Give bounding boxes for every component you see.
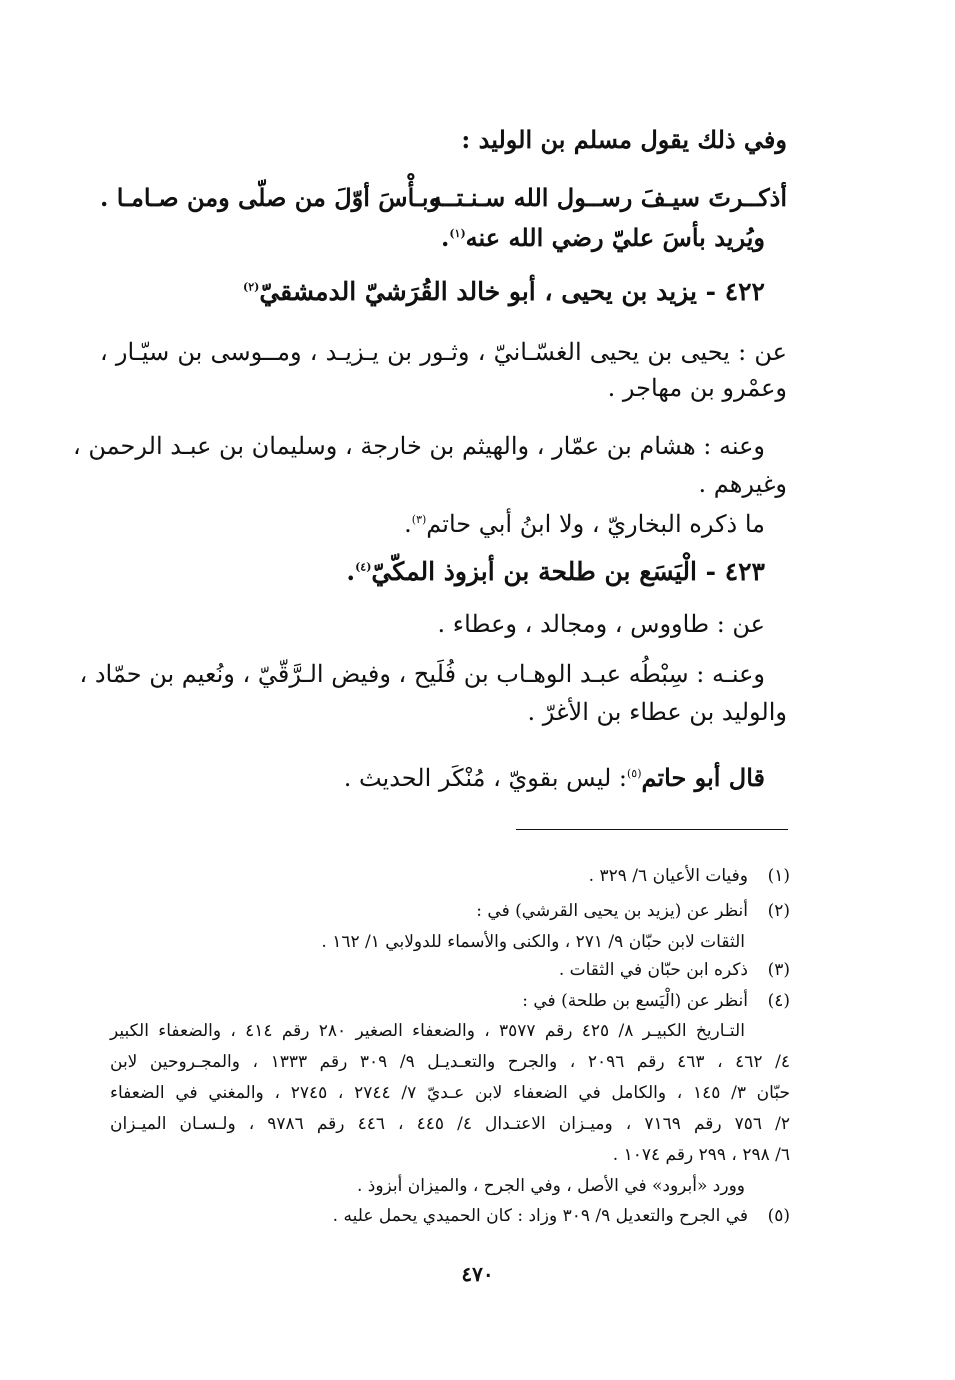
entry-423-from-line-1: عن : طاووس ، ومجالد ، وعطاء .	[437, 610, 765, 638]
footnote-4-line-6: ٦/ ٢٩٨ ، ٢٩٩ رقم ١٠٧٤ .	[612, 1145, 790, 1165]
verse-note-period: .	[440, 223, 450, 252]
footnote-1-text: وفيات الأعيان ٦/ ٣٢٩ .	[588, 866, 748, 886]
verse-second-hemistich: وبـأْسَ أوّلَ من صلّى ومن صـامـا .	[100, 183, 441, 212]
footnote-marker-3: (٣)	[411, 513, 427, 526]
footnote-4-line-4: حبّان ٣/ ١٤٥ ، والكامل في الضعفاء لابن عـديّ ٧/ ٢٧٤٤ ، ٢٧٤٥ ، والمغني في الضعفاء	[110, 1083, 790, 1103]
entry-423-heading-text: ٤٢٣ - الْيَسَع بن طلحة بن أبزوذ المكّيّ	[371, 557, 765, 586]
footnote-marker-4: (٤)	[355, 560, 372, 574]
entry-422-note-period: .	[404, 510, 412, 538]
entry-422-heading-text: ٤٢٢ - يزيد بن يحيى ، أبو خالد القُرَشيّ الدمشقيّ	[259, 277, 765, 306]
footnote-4-line-3: ٤/ ٤٦٢ ، ٤٦٣ رقم ٢٠٩٦ ، والجرح والتعـديـل ٩/ ٣٠٩ رقم ١٣٣٣ ، والمجـروحين لابن	[110, 1052, 790, 1072]
entry-422-note	[100, 506, 765, 542]
entry-422-from-line-1: عن : يحيى بن يحيى الغسّـانيّ ، وثـور بن يـزيـد ، ومــوسى بن سيّـار ،	[100, 338, 787, 366]
entry-422-from-line-2: وعمْرو بن مهاجر .	[607, 374, 787, 402]
footnote-1-number: (١)	[767, 866, 790, 886]
verse-note	[100, 220, 765, 256]
entry-423-heading-period: .	[346, 557, 356, 586]
footnote-5-number: (٥)	[767, 1206, 790, 1226]
intro-line: وفي ذلك يقول مسلم بن الوليد :	[461, 125, 787, 154]
footnote-4-line-1: أنظر عن (الْيَسع بن طلحة) في :	[522, 991, 748, 1011]
footnote-4-line-5: ٢/ ٧٥٦ رقم ٧١٦٩ ، وميـزان الاعتـدال ٤/ ٤٤٥ ، ٤٤٦ رقم ٩٧٨٦ ، ولـسـان الميـزان	[110, 1114, 791, 1134]
footnote-marker-1: (١)	[449, 227, 466, 240]
footnote-separator	[516, 829, 788, 830]
footnote-marker-2: (٢)	[242, 280, 260, 294]
footnote-5-text: في الجرح والتعديل ٩/ ٣٠٩ وزاد : كان الحميدي يحمل عليه .	[332, 1206, 748, 1226]
entry-423-verdict	[100, 760, 765, 796]
footnote-2	[110, 897, 790, 925]
entry-422-narrators-line-1: وعنه : هشام بن عمّار ، والهيثم بن خارجة ، وسليمان بن عبـد الرحمن ،	[73, 432, 765, 460]
entry-423-heading	[100, 554, 765, 590]
entry-422-narrators-line-2: وغيرهم .	[698, 470, 787, 498]
verse-first-hemistich: أذكــرتَ سيـفَ رســول الله سـنـتــه	[429, 183, 787, 212]
footnote-2-line-2: الثقات لابن حبّان ٩/ ٢٧١ ، والكنى والأسماء للدولابي ١/ ١٦٢ .	[321, 932, 745, 952]
footnote-5	[110, 1202, 790, 1230]
entry-422-heading	[100, 274, 765, 310]
poem-verse	[100, 180, 787, 220]
footnote-4-line-2: التـاريخ الكبيـر ٨/ ٤٢٥ رقم ٣٥٧٧ ، والضعفاء الصغير ٢٨٠ رقم ٤١٤ ، والضعفاء الكبير	[110, 1021, 745, 1041]
footnote-4	[110, 987, 790, 1015]
entry-423-narrators-line-1: وعنـه : سِبْطُه عبـد الوهـاب بن فُلَيح ، وفيض الـرَّقّيّ ، ونُعيم بن حمّاد ،	[79, 660, 765, 688]
footnote-marker-5: (٥)	[627, 767, 642, 780]
entry-423-narrators-line-2: والوليد بن عطاء بن الأغرّ .	[527, 698, 787, 726]
footnote-3-text: ذكره ابن حبّان في الثقات .	[558, 960, 748, 980]
footnote-4-number: (٤)	[767, 991, 790, 1011]
verdict-prefix: قال أبو حاتم	[641, 763, 765, 792]
footnote-1	[110, 862, 790, 890]
entry-422-note-text: ما ذكره البخاريّ ، ولا ابنُ أبي حاتم	[426, 510, 765, 538]
footnote-3	[110, 956, 790, 984]
page-number: ٤٧٠	[461, 1262, 494, 1286]
verse-note-text: ويُريد بأسَ عليّ رضي الله عنه	[465, 223, 765, 252]
footnote-2-number: (٢)	[767, 901, 790, 921]
footnote-2-line-1: أنظر عن (يزيد بن يحيى القرشي) في :	[476, 901, 748, 921]
footnote-3-number: (٣)	[767, 960, 790, 980]
footnote-4-line-7: وورد «أبرود» في الأصل ، وفي الجرح ، والميزان أبزوذ .	[356, 1176, 745, 1196]
verdict-text: : ليس بقويّ ، مُنْكَر الحديث .	[343, 764, 627, 792]
